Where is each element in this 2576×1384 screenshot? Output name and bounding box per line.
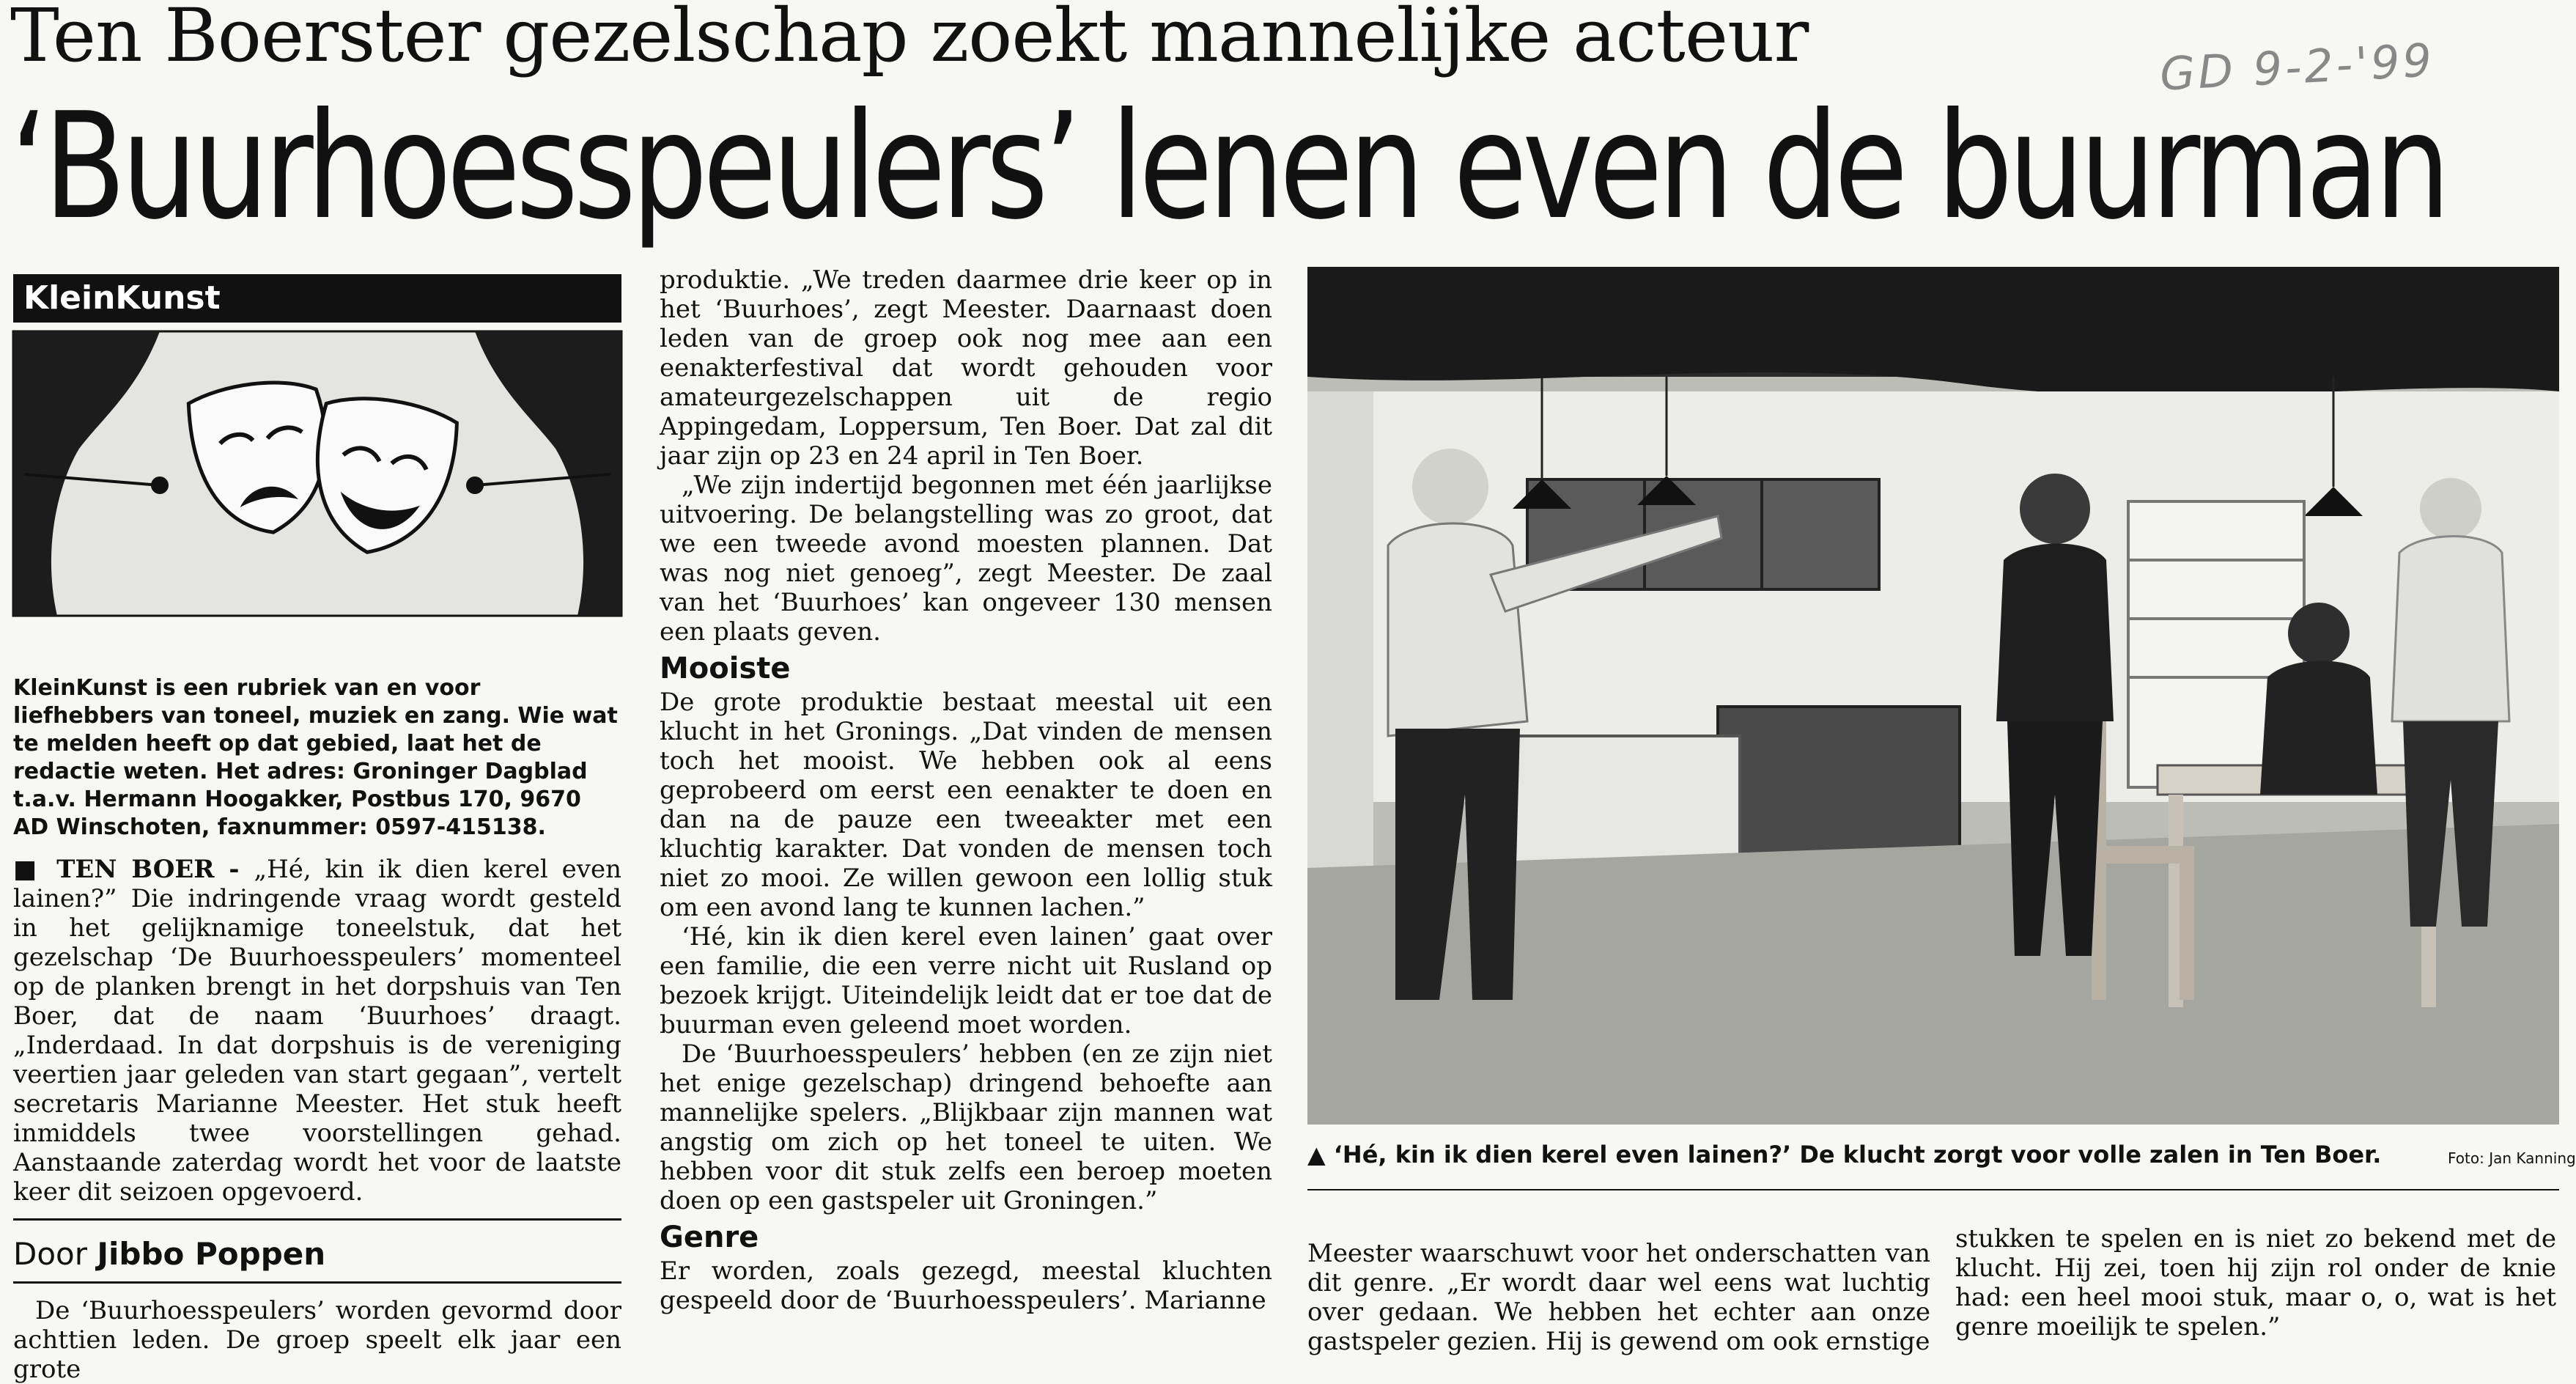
paragraph: Er worden, zoals gezegd, meestal kluchten gespeeld door de ‘Buurhoesspeulers’. Marianne bbox=[660, 1256, 1272, 1315]
paragraph: De ‘Buurhoesspeulers’ hebben (en ze zijn niet het enige gezelschap) dringend behoefte aan mannelijke spelers. „Blijkbaar zijn mannen wat angstig om zich op het toneel te uiten. We hebben voor dit stuk zelfs een beroep moeten doen op een gastspeler uit Groningen.” bbox=[660, 1039, 1272, 1215]
paragraph: stukken te spelen en is niet zo bekend met de klucht. Hij zei, toen hij zijn rol onder de knie had: een heel mooi stuk, maar o, o, wat is het genre moeilijk te spelen.” bbox=[1955, 1224, 2556, 1341]
main-headline: ‘Buurhoesspeulers’ lenen even de buurman bbox=[10, 81, 2446, 252]
rubric-banner: KleinKunst bbox=[13, 274, 621, 323]
lead-paragraph bbox=[13, 855, 621, 1207]
subheading-genre: Genre bbox=[660, 1221, 759, 1254]
paragraph: De ‘Buurhoesspeulers’ worden gevormd door achttien leden. De groep speelt elk jaar een grote bbox=[13, 1296, 621, 1384]
byline-author: Jibbo Poppen bbox=[97, 1236, 326, 1272]
theatre-masks-illustration bbox=[13, 331, 621, 616]
subheading-mooiste: Mooiste bbox=[660, 652, 791, 685]
square-bullet-icon: ■ bbox=[13, 855, 57, 884]
paragraph: De grote produktie bestaat meestal uit een klucht in het Gronings. „Dat vinden de mensen toch het mooist. We hebben ook al eens geprobeerd om eerst een eenakter te doen en dan na de pauze een tweeakter met een kluchtig karakter. Dat vonden de mensen toch niet zo mooi. Ze willen gewoon een lollig stuk om een avond lang te kunnen lachen.” bbox=[660, 688, 1272, 922]
article-column-3 bbox=[1307, 1239, 1930, 1356]
article-column-1 bbox=[13, 855, 621, 1207]
byline-rule-bottom bbox=[13, 1281, 621, 1284]
stage-photo bbox=[1307, 267, 2559, 1124]
lead-text: „Hé, kin ik dien kerel even lainen?” Die indringende vraag wordt gesteld in het gelijknamige toneelstuk, dat het gezelschap ‘De Buurhoesspeulers’ momenteel op de planken brengt in het dorpshuis van Ten Boer, dat de naam ‘Buurhoes’ draagt. „Inderdaad. In dat dorpshuis is de vereniging veertien jaar geleden van start gegaan”, vertelt secretaris Marianne Meester. Het stuk heeft inmiddels twee voorstellingen gehad. Aanstaande zaterdag wordt het voor de laatste keer dit seizoen opgevoerd. bbox=[13, 855, 622, 1207]
byline-prefix: Door bbox=[13, 1236, 97, 1272]
paragraph: produktie. „We treden daarmee drie keer op in het ‘Buurhoes’, zegt Meester. Daarnaast doen leden van de groep ook nog mee aan een eenakterfestival dat wordt gehouden voor amateurgezelschappen uit de regio Appingedam, Loppersum, Ten Boer. Dat zal dit jaar zijn op 23 en 24 april in Ten Boer. bbox=[660, 265, 1272, 471]
handwritten-date-stamp: GD 9-2-'99 bbox=[2158, 33, 2436, 101]
rubric-intro: KleinKunst is een rubriek van en voor liefhebbers van toneel, muziek en zang. Wie wat te melden heeft op dat gebied, laat het de redactie weten. Het adres: Groninger Dagblad t.a.v. Hermann Hoogakker, Postbus 170, 9670 AD Winschoten, faxnummer: 0597-415138. bbox=[13, 675, 618, 840]
byline bbox=[13, 1233, 325, 1276]
caption-rule bbox=[1307, 1189, 2559, 1190]
kicker-headline: Ten Boerster gezelschap zoekt mannelijke acteur bbox=[10, 0, 1809, 78]
photo-credit: Foto: Jan Kanning bbox=[2448, 1149, 2576, 1167]
paragraph: ‘Hé, kin ik dien kerel even lainen’ gaat over een familie, die een verre nicht uit Rusland op bezoek krijgt. Uiteindelijk leidt dat er toe dat de buurman even geleend moet worden. bbox=[660, 922, 1272, 1039]
paragraph: Meester waarschuwt voor het onderschatten van dit genre. „Er wordt daar wel eens wat luchtig over gedaan. We hebben het echter aan onze gastspeler gezien. Hij is gewend om ook ernstige bbox=[1307, 1239, 1930, 1356]
photo-caption: ▲ ‘Hé, kin ik dien kerel even lainen?’ De klucht zorgt voor volle zalen in Ten Boer. bbox=[1307, 1141, 2382, 1168]
paragraph: „We zijn indertijd begonnen met één jaarlijkse uitvoering. De belangstelling was zo groot, dat we een tweede avond moesten plannen. Dat was nog niet genoeg”, zegt Meester. De zaal van het ‘Buurhoes’ kan ongeveer 130 mensen een plaats geven. bbox=[660, 471, 1272, 647]
article-column-1-bottom bbox=[13, 1296, 621, 1384]
article-column-4 bbox=[1955, 1224, 2556, 1341]
dateline: TEN BOER - bbox=[56, 855, 254, 884]
byline-rule-top bbox=[13, 1218, 621, 1221]
article-column-2 bbox=[660, 265, 1272, 1315]
